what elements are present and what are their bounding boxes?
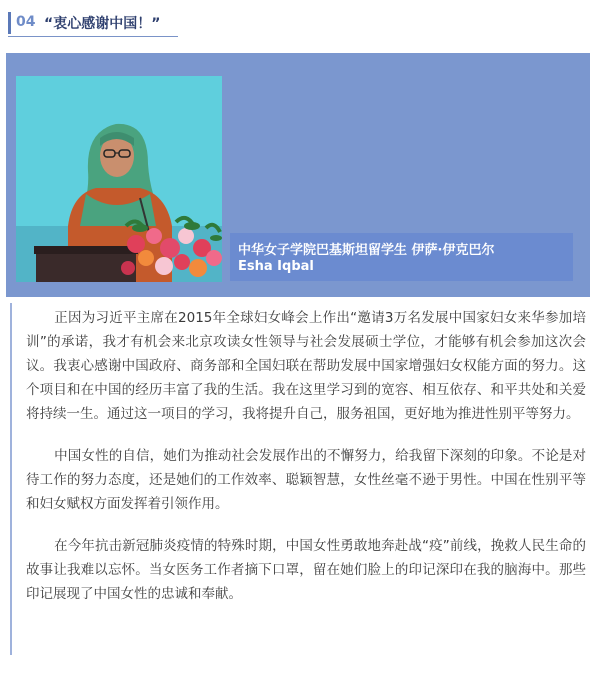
caption-name-en: Esha Iqbal — [238, 259, 314, 274]
paragraph-3-text: 在今年抗击新冠肺炎疫情的特殊时期，中国女性勇敢地奔赴战“疫”前线，挽救人民生命的故事让我难以忘怀。当女医务工作者摘下口罩，留在她们脸上的印记深印在我的脑海中。那些印记展现了中国女性的忠诚和奉献。 — [26, 538, 586, 602]
section-title: “衷心感谢中国！” — [44, 16, 161, 32]
section-header — [8, 10, 178, 37]
article-body — [26, 306, 586, 624]
speaker-illustration — [16, 76, 222, 282]
photo-caption — [230, 233, 573, 281]
paragraph-3 — [26, 534, 586, 606]
paragraph-1-text: 正因为习近平主席在2015年全球妇女峰会上作出“邀请3万名发展中国家妇女来华参加培训”的承诺，我才有机会来北京攻读女性领导与社会发展硕士学位，才能够有机会参加这次会议。我衷心感谢中国政府、商务部和全国妇联在帮助发展中国家增强妇女权能方面的努力。这个项目和在中国的经历丰富了我的生活。我在这里学习到的宽容、相互依存、和平共处和关爱将持续一生。通过这一项目的学习，我将提升自己，服务祖国，更好地为推进性别平等努力。 — [26, 310, 586, 422]
caption-name-cn: 中华女子学院巴基斯坦留学生 伊萨·伊克巴尔 — [238, 243, 495, 258]
section-accent-bar — [8, 12, 11, 34]
quote-side-bar — [10, 303, 12, 655]
section-number: 04 — [16, 14, 36, 30]
speaker-photo — [16, 76, 222, 282]
paragraph-2-text: 中国女性的自信，她们为推动社会发展作出的不懈努力，给我留下深刻的印象。不论是对待工作的努力态度，还是她们的工作效率、聪颖智慧，女性丝毫不逊于男性。中国在性别平等和妇女赋权方面发挥着引领作用。 — [26, 448, 586, 512]
paragraph-1 — [26, 306, 586, 426]
photo-panel — [6, 53, 590, 297]
paragraph-2 — [26, 444, 586, 516]
